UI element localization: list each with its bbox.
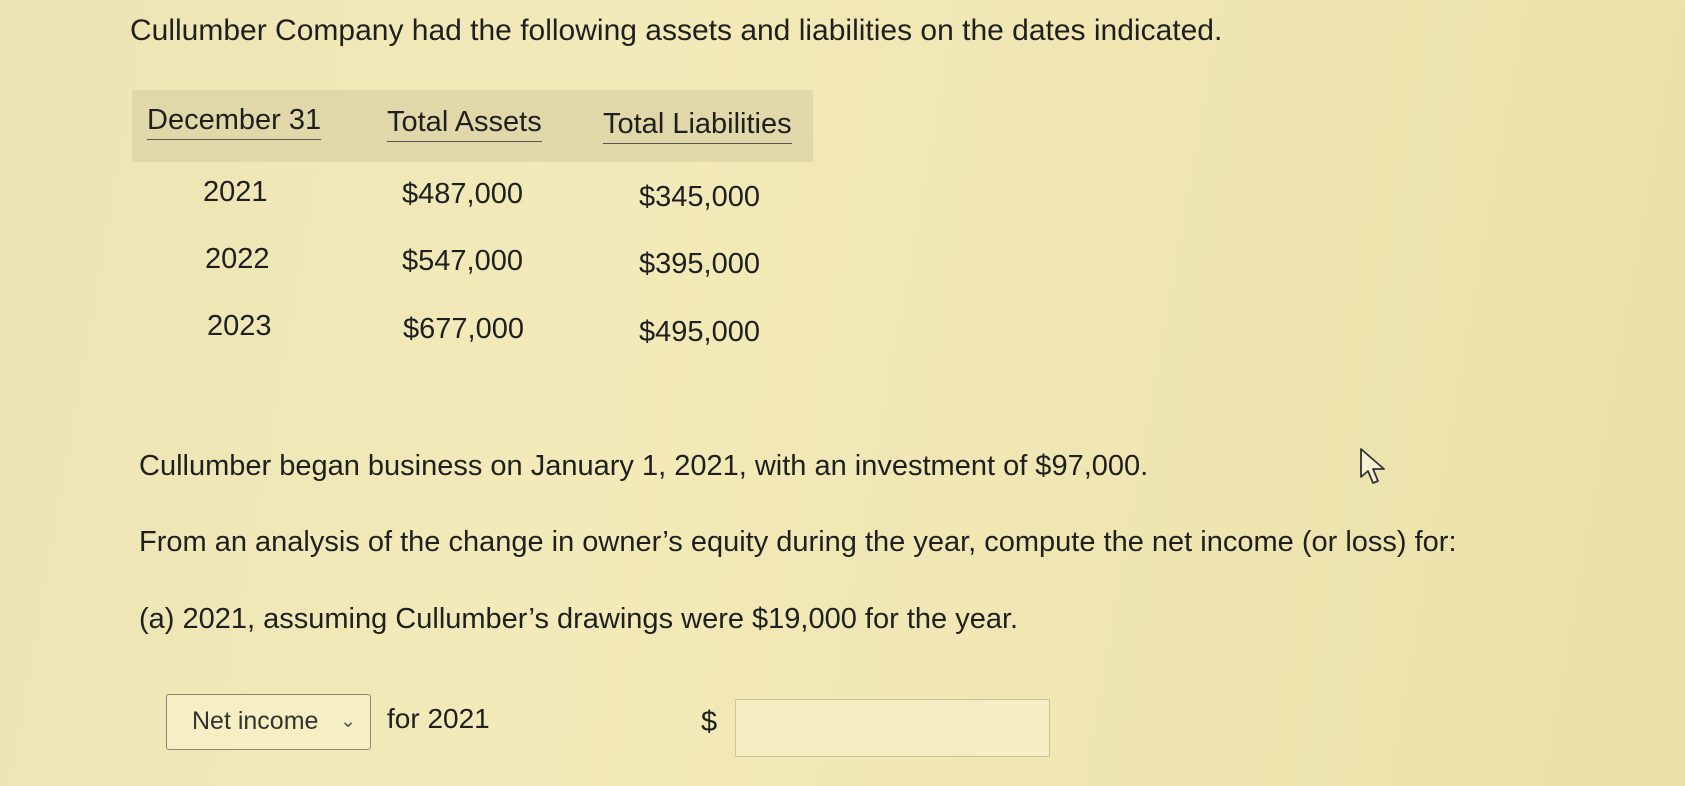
analysis-text: From an analysis of the change in owner’s equity during the year, compute the net income (or loss) for: bbox=[139, 526, 1457, 558]
column-header-total-assets: Total Assets bbox=[387, 106, 542, 142]
cell-year-2023: 2023 bbox=[207, 310, 272, 342]
intro-text: Cullumber Company had the following assets and liabilities on the dates indicated. bbox=[130, 14, 1223, 47]
began-business-text: Cullumber began business on January 1, 2021, with an investment of $97,000. bbox=[139, 450, 1149, 482]
cell-assets-2022: $547,000 bbox=[402, 245, 523, 277]
cell-liabilities-2023: $495,000 bbox=[639, 316, 760, 348]
mouse-pointer-icon bbox=[1358, 447, 1392, 487]
net-income-input[interactable] bbox=[735, 699, 1050, 757]
chevron-down-icon: ⌄ bbox=[340, 711, 356, 732]
net-income-select[interactable] bbox=[166, 694, 371, 750]
net-income-select-value: Net income bbox=[192, 707, 319, 735]
part-a-text: (a) 2021, assuming Cullumber’s drawings were $19,000 for the year. bbox=[139, 603, 1019, 635]
cell-assets-2021: $487,000 bbox=[402, 178, 523, 210]
column-header-total-liabilities: Total Liabilities bbox=[603, 108, 792, 144]
for-year-label: for 2021 bbox=[387, 703, 490, 734]
cell-year-2021: 2021 bbox=[203, 176, 268, 208]
cell-year-2022: 2022 bbox=[205, 243, 270, 275]
cell-liabilities-2022: $395,000 bbox=[639, 248, 760, 280]
cell-liabilities-2021: $345,000 bbox=[639, 181, 760, 213]
currency-symbol: $ bbox=[701, 706, 718, 738]
column-header-date: December 31 bbox=[147, 104, 321, 140]
cell-assets-2023: $677,000 bbox=[403, 313, 524, 345]
